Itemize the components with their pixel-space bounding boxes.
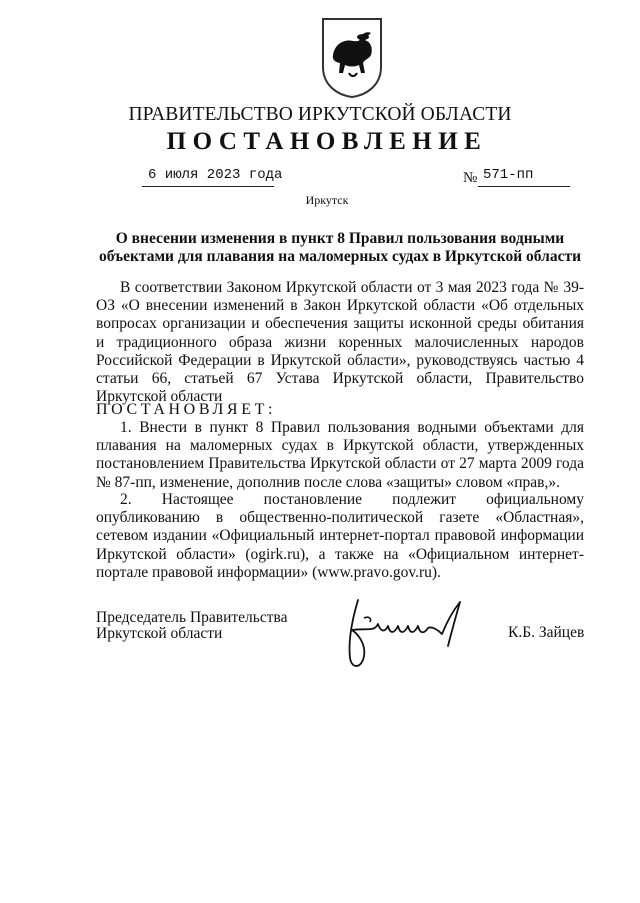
signatory-title [96,610,288,642]
preamble-paragraph: В соответствии Законом Иркутской области от 3 мая 2023 года № 39-ОЗ «О внесении изменений в Закон Иркутской области «Об отдельных вопросах организации и обеспечения защиты исконной среды обитания и традиционного образа жизни коренных малочисленных народов Российской Федерации в Иркутской области», руководствуясь частью 4 статьи 66, статьей 67 Устава Иркутской области, Правительство Иркутской области [96,279,584,406]
resolve-word: ПОСТАНОВЛЯЕТ: [96,401,276,418]
item-1-paragraph: 1. Внести в пункт 8 Правил пользования водными объектами для плавания на маломерных судах в Иркутской области, утвержденных постановлением Правительства Иркутской области от 27 марта 2009 года № 87-пп, изменение, дополнив после слова «защиты» словом «прав,». [96,419,584,491]
document-type: ПОСТАНОВЛЕНИЕ [166,128,488,155]
signatory-title-line1: Председатель Правительства [96,609,288,626]
document-number: 571-пп [483,167,534,183]
document-date: 6 июля 2023 года [148,167,283,183]
handwritten-signature [328,590,478,675]
city: Иркутск [305,193,349,207]
date-underline [142,186,274,187]
government-name: ПРАВИТЕЛЬСТВО ИРКУТСКОЙ ОБЛАСТИ [128,104,512,125]
coat-of-arms-icon [319,15,385,99]
number-underline [478,186,570,187]
document-heading: О внесении изменения в пункт 8 Правил пользования водными объектами для плавания на маломерных судах в Иркутской области [98,230,582,265]
number-label: № [463,170,478,186]
signatory-name: К.Б. Зайцев [508,624,585,641]
item-2-paragraph: 2. Настоящее постановление подлежит официальному опубликованию в общественно-политической газете «Областная», сетевом издании «Официальный интернет-портал правовой информации Иркутской области» (ogirk.ru), а также на «Официальном интернет-портале правовой информации» (www.pravo.gov.ru). [96,491,584,581]
signatory-title-line2: Иркутской области [96,625,223,642]
